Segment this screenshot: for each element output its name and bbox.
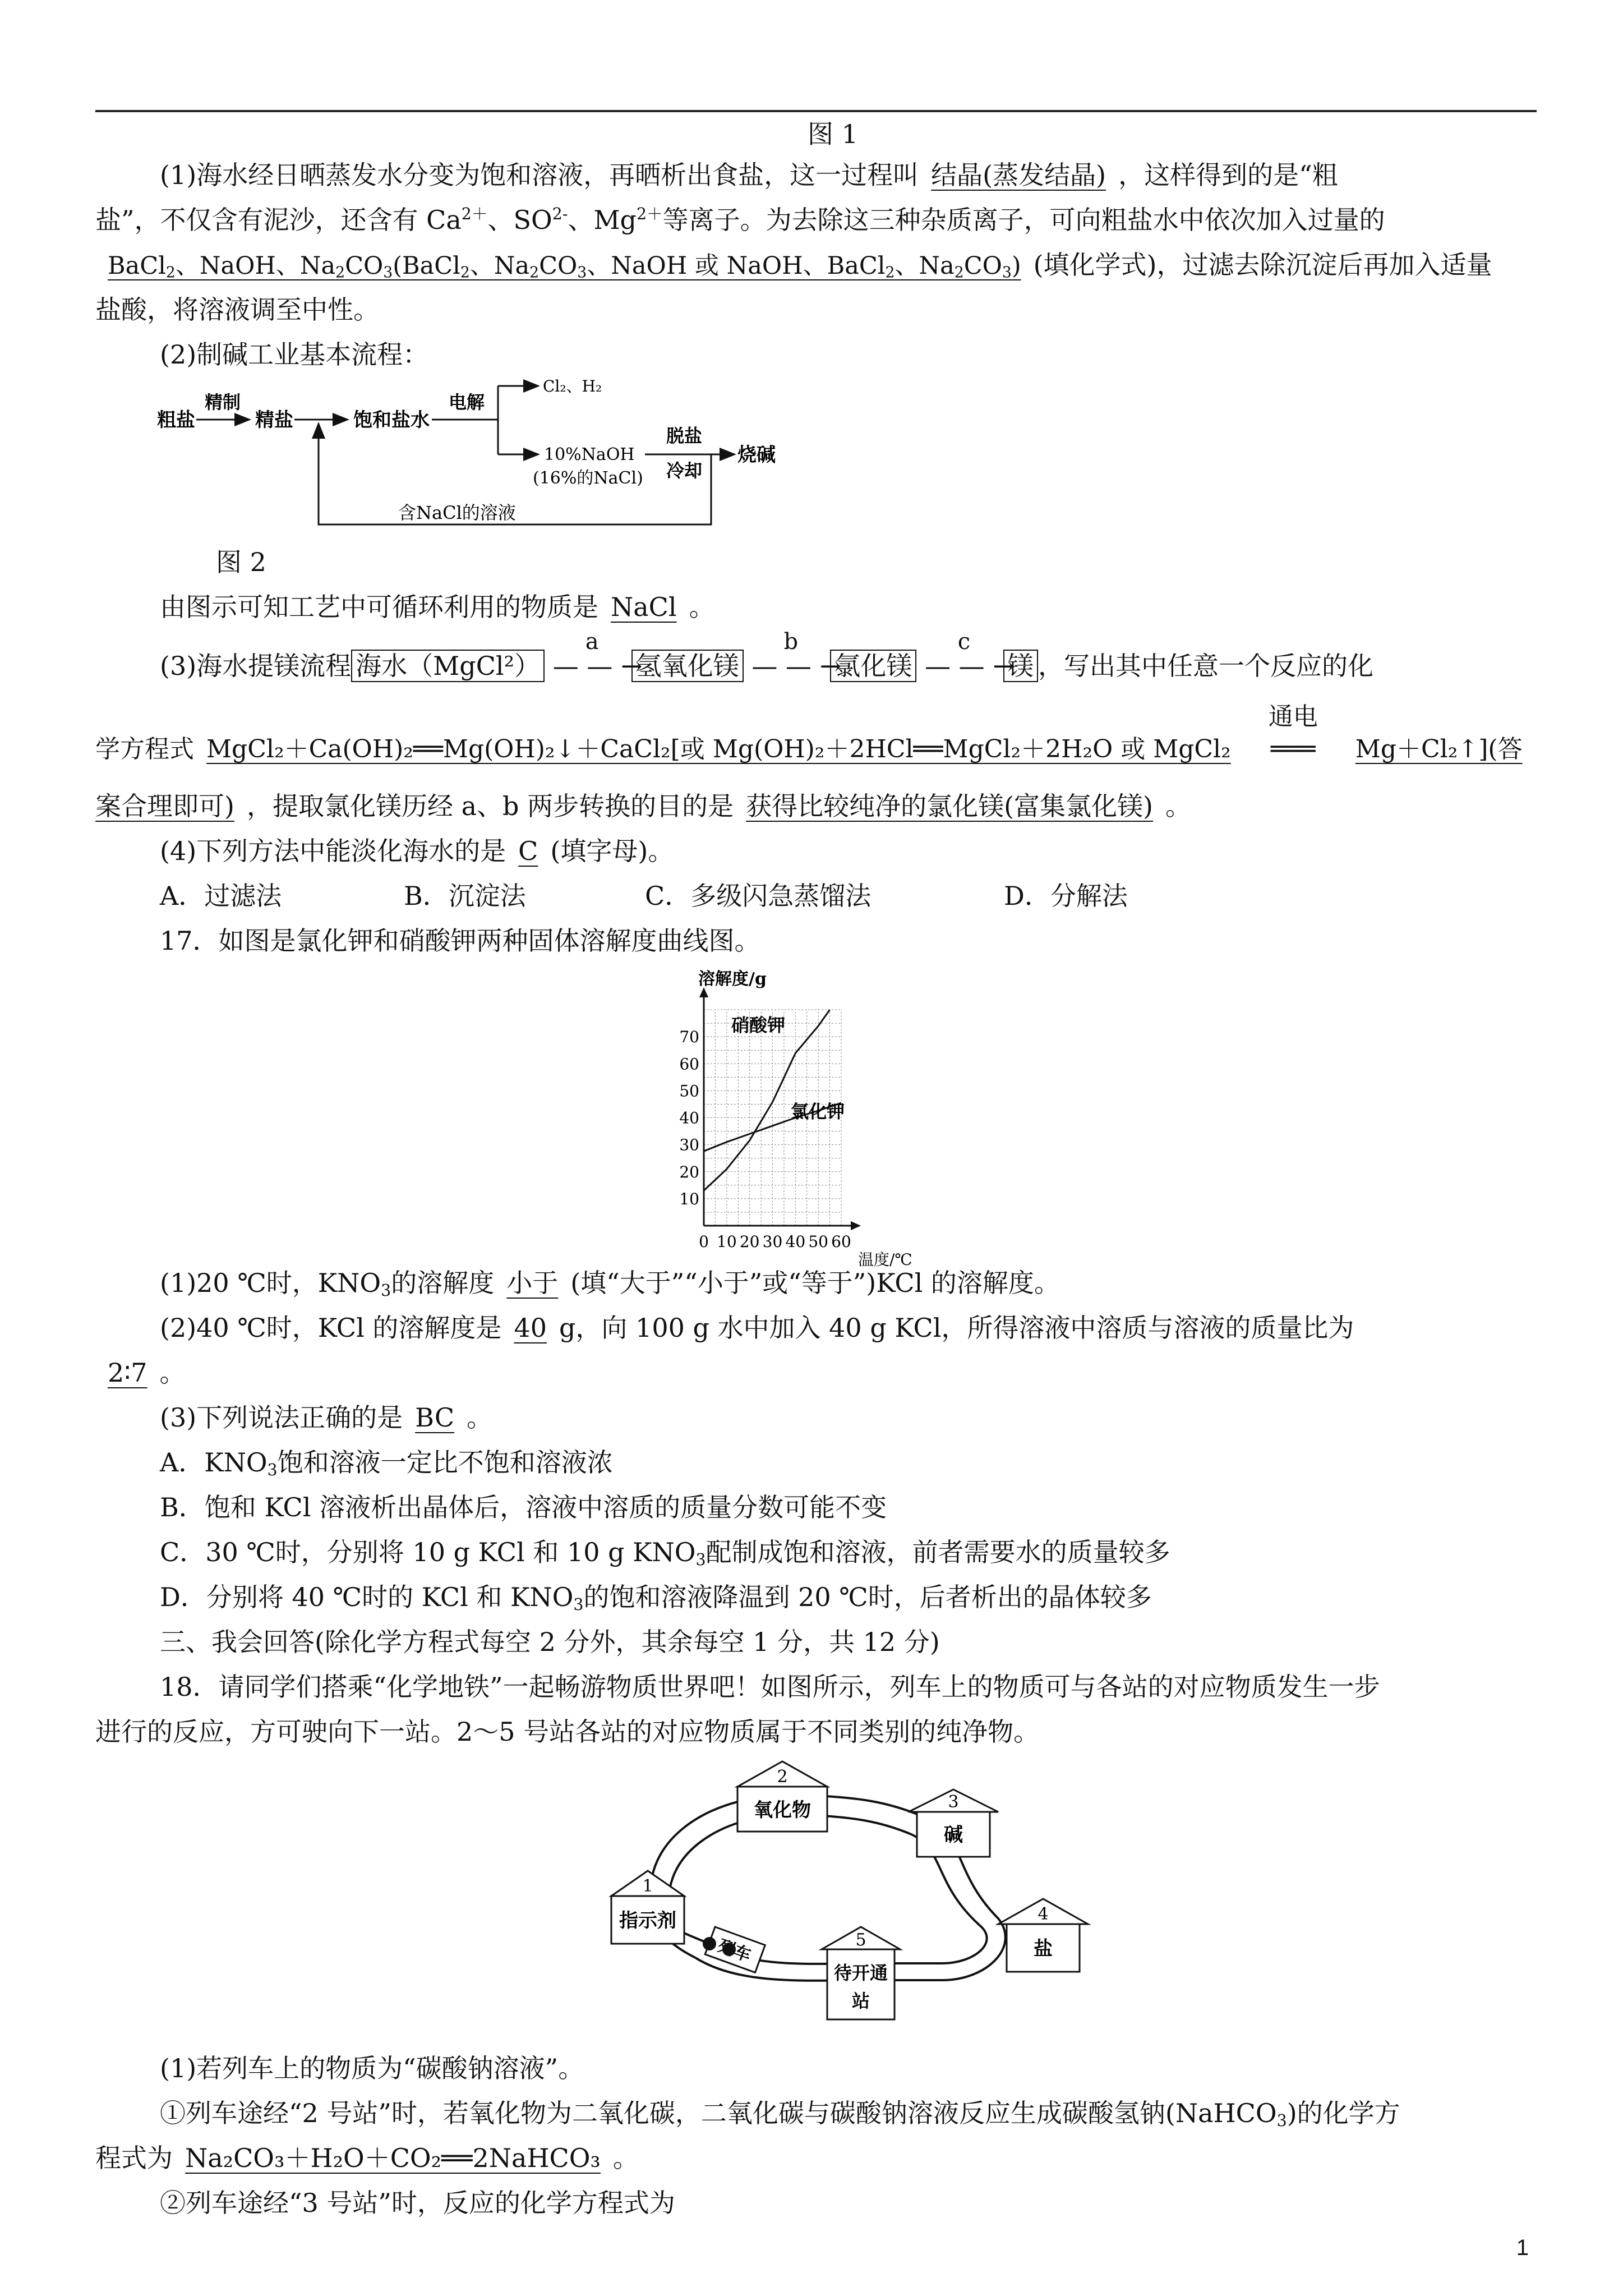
subway-diagram: [594, 1756, 1110, 2036]
y-tick-label: 30: [679, 1135, 699, 1154]
answer-bc: BC: [415, 1402, 455, 1433]
y-tick-label: 70: [679, 1028, 699, 1047]
answer-nahco3-equation: Na₂CO₃＋H₂O＋CO₂══2NaHCO₃: [185, 2143, 601, 2173]
q17-option-d: D．分别将 40 ℃时的 KCl 和 $KNO_3$的饱和溶液降温到 20 ℃时，后者析出的晶体较多: [160, 1582, 1152, 1614]
answer-reagents: BaCl$_2$、NaOH、$Na_2CO_3(BaCl_2$、$Na_2CO_3$、NaOH 或 NaOH、BaCl$_2$、$Na_2CO_3$): [108, 252, 1021, 282]
answer-less-than: 小于: [506, 1268, 559, 1298]
fig1-caption: 图 1: [808, 119, 858, 149]
station-2-number: 2: [777, 1767, 788, 1787]
q16-option-b: B．沉淀法: [404, 881, 526, 911]
flow-recycle-label: 含NaCl的溶液: [398, 502, 516, 523]
y-tick-label: 40: [679, 1108, 699, 1128]
q16-p1-line1: (1)海水经日晒蒸发水分变为饱和溶液，再晒析出食盐，这一过程叫 结晶(蒸发结晶) ，这样得到的是“粗: [160, 160, 1338, 190]
q18-p1-1-line1: ①列车途经“2 号站”时，若氧化物为二氧化碳，二氧化碳与碳酸钠溶液反应生成碳酸氢钠(NaHCO$_3$)的化学方: [160, 2098, 1400, 2131]
q17-option-c: C．30 ℃时，分别将 10 g KCl 和 10 g $KNO_3$配制成饱和溶液，前者需要水的质量较多: [160, 1537, 1170, 1570]
q16-p3-line2: 学方程式 MgCl₂＋Ca(OH)₂══Mg(OH)₂↓＋CaCl₂[或 Mg(OH)₂＋2HCl══MgCl₂＋2H₂O 或 MgCl₂ 通电 ═══ Mg＋Cl₂↑](答: [95, 735, 1535, 765]
train-wheel-2: [722, 1943, 736, 1956]
q16-option-a: A．过滤法: [160, 881, 282, 911]
section-3-heading: 三、我会回答(除化学方程式每空 2 分外，其余每空 1 分，共 12 分): [160, 1627, 940, 1657]
box-mg-chloride: 氯化镁: [830, 650, 916, 682]
y-tick-label: 10: [679, 1189, 699, 1208]
q16-p3-line3: 案合理即可) ，提取氯化镁历经 a、b 两步转换的目的是 获得比较纯净的氯化镁(富集氯化镁) 。: [95, 791, 1191, 821]
x-tick-label: 10: [717, 1232, 737, 1251]
q18-p1-2: ②列车途经“3 号站”时，反应的化学方程式为: [160, 2188, 675, 2218]
q16-p1-line2: 盐”，不仅含有泥沙，还含有 $Ca^{2+}$、$SO^{2-}$、$Mg^{2+}$等离子。为去除这三种杂质离子，可向粗盐水中依次加入过量的: [95, 205, 1385, 236]
q16-option-d: D．分解法: [1004, 881, 1128, 911]
step-a: a — — →: [552, 629, 643, 681]
box-mg-hydroxide: 氢氧化镁: [631, 650, 744, 682]
q18-stem-line1: 18．请同学们搭乘“化学地铁”一起畅游物质世界吧！如图所示，列车上的物质可与各站的对应物质发生一步: [160, 1672, 1380, 1702]
x-axis-arrow: [851, 1221, 861, 1230]
answer-note: 案合理即可): [95, 791, 234, 821]
station-2-label: 氧化物: [754, 1799, 811, 1821]
q17-p3: (3)下列说法正确的是 BC 。: [160, 1402, 493, 1433]
condition-electrolysis: 通电 ═══: [1268, 702, 1318, 763]
x-tick-label: 50: [808, 1232, 828, 1251]
x-tick-label: 0: [699, 1232, 709, 1251]
station-5-number: 5: [855, 1930, 866, 1950]
answer-crystallization: 结晶(蒸发结晶): [931, 160, 1106, 190]
solubility-chart: [662, 969, 976, 1269]
flow-diagram-soda-industry: [151, 370, 802, 539]
y-tick-label: 20: [679, 1162, 699, 1181]
q17-p2: (2)40 ℃时，KCl 的溶解度是 40 g，向 100 g 水中加入 40 g KCl，所得溶液中溶质与溶液的质量比为: [160, 1313, 1354, 1343]
x-tick-label: 30: [762, 1232, 783, 1251]
q17-option-b: B．饱和 KCl 溶液析出晶体后，溶液中溶质的质量分数可能不变: [160, 1492, 887, 1522]
station-5: [822, 1927, 900, 2019]
flow-refine-label: 精制: [205, 392, 241, 413]
q16-p3-line1: (3)海水提镁流程 海水（MgCl²） a — — →氢氧化镁 b — — →氯化镁 c — — →镁 ，写出其中任意一个反应的化: [160, 629, 1373, 681]
fig2-caption: 图 2: [216, 547, 266, 577]
station-3-label: 碱: [944, 1824, 963, 1846]
station-5-label-2: 站: [851, 1990, 870, 2012]
station-1-label: 指示剂: [619, 1910, 676, 1932]
flow-gases: Cl₂、H₂: [543, 377, 602, 395]
flow-saturated-brine: 饱和盐水: [353, 409, 430, 431]
series-label-kno3: 硝酸钾: [731, 1014, 786, 1036]
q17-p1: (1)20 ℃时，$KNO_3$的溶解度 小于 (填“大于”“小于”或“等于”)KCl 的溶解度。: [160, 1268, 1060, 1300]
flow-caustic: 烧碱: [737, 444, 776, 466]
answer-solubility-40: 40: [514, 1313, 547, 1343]
q16-p2-title: (2)制碱工业基本流程：: [160, 339, 429, 370]
q17-stem: 17．如图是氯化钾和硝酸钾两种固体溶解度曲线图。: [160, 926, 760, 956]
q16-p1-line4: 盐酸，将溶液调至中性。: [95, 295, 379, 325]
flow-naoh: 10%NaOH: [544, 445, 635, 464]
x-tick-label: 20: [739, 1232, 760, 1251]
flow-electrolysis-label: 电解: [449, 392, 485, 413]
series-line-kno3: [704, 1010, 830, 1190]
y-tick-label: 50: [679, 1082, 699, 1101]
answer-ratio: 2∶7: [108, 1358, 147, 1388]
q16-p1-line3: BaCl$_2$、NaOH、$Na_2CO_3(BaCl_2$、$Na_2CO_3$、NaOH 或 NaOH、BaCl$_2$、$Na_2CO_3$) (填化学式)，过滤去除沉淀后再加入适量: [95, 250, 1492, 282]
station-1: [611, 1871, 684, 1944]
y-tick-label: 60: [679, 1055, 699, 1074]
station-2: [737, 1761, 827, 1832]
station-4: [998, 1899, 1088, 1972]
q18-p1-1-line2: 程式为 Na₂CO₃＋H₂O＋CO₂══2NaHCO₃ 。: [95, 2143, 639, 2173]
flow-crude-salt: 粗盐: [157, 409, 195, 431]
answer-desalination: C: [518, 836, 538, 866]
station-3: [909, 1789, 998, 1857]
flow-cool-label: 冷却: [666, 460, 703, 481]
q17-option-a: A．$KNO_3$饱和溶液一定比不饱和溶液浓: [160, 1447, 613, 1480]
series-label-kcl: 氯化钾: [791, 1101, 845, 1122]
x-tick-label: 40: [785, 1232, 806, 1251]
answer-equation-mg-b: Mg＋Cl₂↑](答: [1355, 735, 1523, 763]
header-rule: [95, 110, 1537, 112]
step-b: b — — →: [751, 629, 842, 681]
flow-desalt-label: 脱盐: [666, 425, 703, 447]
step-c: c — — →: [924, 629, 1015, 681]
q16-option-c: C．多级闪急蒸馏法: [645, 881, 872, 911]
station-1-number: 1: [642, 1876, 653, 1896]
box-seawater: 海水（MgCl²）: [351, 650, 545, 682]
station-5-label: 待开通: [833, 1962, 888, 1984]
station-4-number: 4: [1038, 1904, 1049, 1924]
q16-p2-question: 由图示可知工艺中可循环利用的物质是 NaCl 。: [160, 592, 715, 622]
q18-p1: (1)若列车上的物质为“碳酸钠溶液”。: [160, 2053, 584, 2083]
box-magnesium: 镁: [1003, 650, 1038, 682]
train-wheel-1: [703, 1937, 716, 1950]
page-number: 1: [1516, 2235, 1529, 2260]
q18-stem-line2: 进行的反应，方可驶向下一站。2～5 号站各站的对应物质属于不同类别的纯净物。: [95, 1717, 1040, 1747]
answer-equation-mg: MgCl₂＋Ca(OH)₂══Mg(OH)₂↓＋CaCl₂[或 Mg(OH)₂＋2HCl══MgCl₂＋2H₂O 或 MgCl₂: [206, 735, 1231, 763]
station-4-label: 盐: [1034, 1938, 1053, 1960]
y-axis-label: 溶解度/g: [698, 969, 767, 989]
q16-p4-question: (4)下列方法中能淡化海水的是 C (填字母)。: [160, 836, 674, 866]
x-tick-label: 60: [831, 1232, 851, 1251]
flow-refined-salt: 精盐: [255, 409, 293, 431]
flow-nacl-pct: (16%的NaCl): [533, 468, 643, 488]
station-3-number: 3: [948, 1792, 959, 1812]
answer-purpose: 获得比较纯净的氯化镁(富集氯化镁): [746, 791, 1153, 821]
answer-nacl: NaCl: [611, 592, 677, 622]
x-axis-label: 温度/℃: [858, 1250, 912, 1269]
q17-p2-cont: 2∶7 。: [95, 1358, 186, 1388]
